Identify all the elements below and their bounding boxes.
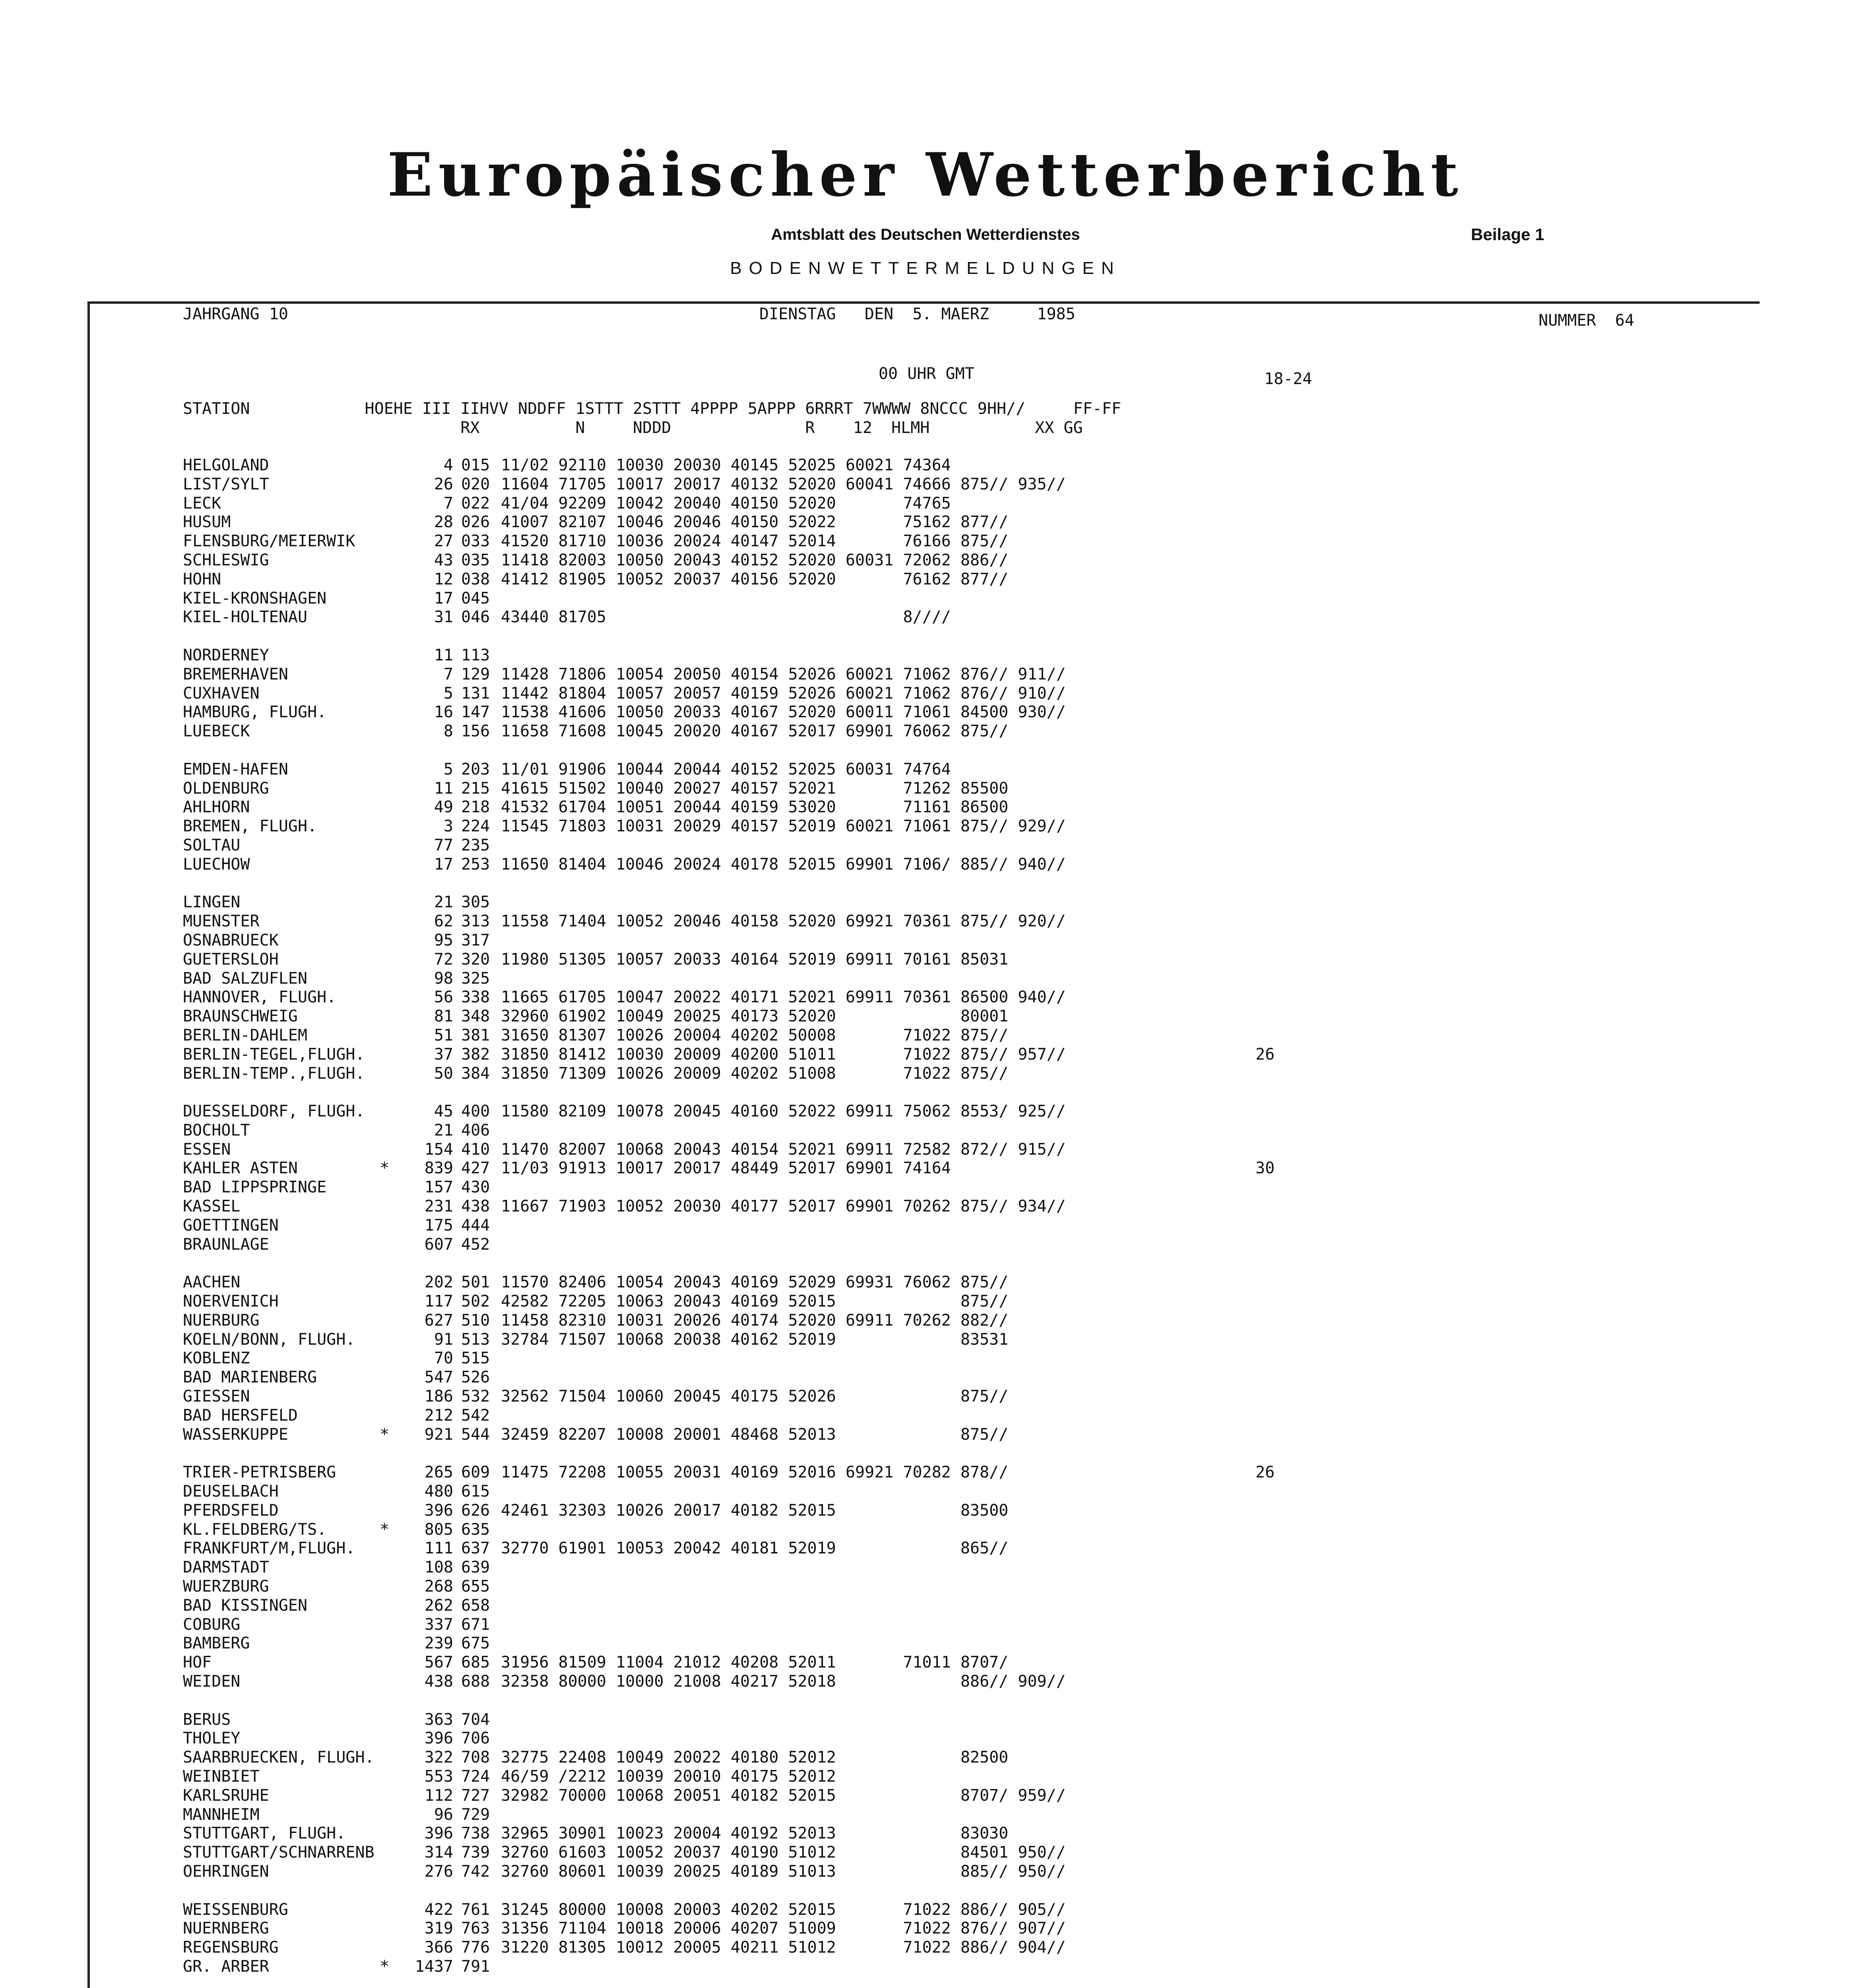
- station-height: 5: [443, 760, 453, 779]
- station-height: 43: [434, 551, 453, 569]
- observation-groups: 11665 61705 10047 20022 40171 52021 69911 70361 86500 940//: [501, 988, 1066, 1007]
- station-name: BERLIN-TEGEL,FLUGH.: [183, 1045, 365, 1064]
- station-name: CUXHAVEN: [183, 684, 260, 703]
- station-height: 262: [424, 1596, 453, 1615]
- station-height: 212: [424, 1406, 453, 1425]
- station-name: HELGOLAND: [183, 456, 269, 474]
- station-index: 384: [461, 1064, 490, 1083]
- station-index: 430: [461, 1178, 490, 1197]
- station-height: 26: [434, 475, 453, 493]
- observation-groups: 11428 71806 10054 20050 40154 52026 60021 71062 876// 911//: [501, 665, 1066, 683]
- station-height: 396: [424, 1501, 453, 1520]
- station-name: BAD HERSFELD: [183, 1406, 298, 1425]
- station-index: 639: [461, 1558, 490, 1577]
- observation-groups: 31850 71309 10026 20009 40202 51008 71022 875//: [501, 1064, 1009, 1083]
- station-height: 27: [434, 532, 453, 551]
- observation-groups: 32982 70000 10068 20051 40182 52015 8707/ 959//: [501, 1786, 1066, 1805]
- station-index: 729: [461, 1805, 490, 1824]
- station-index: 706: [461, 1729, 490, 1748]
- observation-groups: 11475 72208 10055 20031 40169 52016 69921 70282 878//: [501, 1463, 1009, 1482]
- station-name: HUSUM: [183, 513, 231, 532]
- observation-groups: 32760 80601 10039 20025 40189 51013 885// 950//: [501, 1862, 1066, 1881]
- observation-groups: 42461 32303 10026 20017 40182 52015 83500: [501, 1501, 1009, 1520]
- station-height: 51: [434, 1026, 453, 1044]
- station-index: 400: [461, 1102, 490, 1121]
- station-height: 108: [424, 1558, 453, 1577]
- station-name: STUTTGART/SCHNARRENB: [183, 1843, 374, 1862]
- observation-groups: 11570 82406 10054 20043 40169 52029 69931 76062 875//: [501, 1273, 1009, 1292]
- station-height: 11: [434, 779, 453, 798]
- document-title: Europäischer Wetterbericht: [387, 140, 1464, 210]
- station-height: 921: [424, 1425, 453, 1444]
- station-index: 305: [461, 893, 490, 912]
- observation-groups: 11418 82003 10050 20043 40152 52020 60031 72062 886//: [501, 551, 1009, 569]
- station-name: NORDERNEY: [183, 646, 269, 664]
- station-index: 615: [461, 1482, 490, 1501]
- station-index: 381: [461, 1026, 490, 1044]
- observation-groups: 41532 61704 10051 20044 40159 53020 71161 86500: [501, 798, 1009, 817]
- station-height: 77: [434, 836, 453, 854]
- station-height: 28: [434, 513, 453, 532]
- station-height: 95: [434, 931, 453, 949]
- station-index: 526: [461, 1368, 490, 1387]
- station-height: 112: [424, 1786, 453, 1805]
- station-index: 444: [461, 1216, 490, 1235]
- observation-groups: 32562 71504 10060 20045 40175 52026 875//: [501, 1387, 1009, 1406]
- station-name: BAD LIPPSPRINGE: [183, 1178, 327, 1197]
- station-index: 113: [461, 646, 490, 664]
- station-height: 319: [424, 1919, 453, 1938]
- station-index: 532: [461, 1387, 490, 1406]
- observation-groups: 43440 81705 8////: [501, 608, 951, 627]
- station-name: HOF: [183, 1653, 212, 1672]
- station-index: 609: [461, 1463, 490, 1482]
- station-height: 839: [424, 1159, 453, 1178]
- station-index: 739: [461, 1843, 490, 1862]
- station-name: REGENSBURG: [183, 1938, 279, 1957]
- station-name: BERUS: [183, 1710, 231, 1729]
- observation-groups: 11980 51305 10057 20033 40164 52019 69911 70161 85031: [501, 950, 1009, 969]
- station-index: 033: [461, 532, 490, 551]
- station-name: BREMERHAVEN: [183, 665, 288, 683]
- station-name: HANNOVER, FLUGH.: [183, 988, 336, 1007]
- station-height: 21: [434, 1121, 453, 1140]
- station-height: 175: [424, 1216, 453, 1235]
- observation-groups: 11/01 91906 10044 20044 40152 52025 60031 74764: [501, 760, 951, 779]
- station-name: KOELN/BONN, FLUGH.: [183, 1330, 355, 1349]
- mountain-marker: *: [380, 1159, 390, 1178]
- observation-groups: 11545 71803 10031 20029 40157 52019 60021 71061 875// 929//: [501, 817, 1066, 836]
- station-height: 607: [424, 1235, 453, 1254]
- station-name: HOHN: [183, 570, 221, 588]
- station-name: COBURG: [183, 1615, 241, 1634]
- station-name: KIEL-HOLTENAU: [183, 608, 308, 627]
- station-name: EMDEN-HAFEN: [183, 760, 288, 779]
- station-index: 452: [461, 1235, 490, 1254]
- station-name: MUENSTER: [183, 912, 260, 931]
- station-height: 186: [424, 1387, 453, 1406]
- station-name: DEUSELBACH: [183, 1482, 279, 1501]
- column-header-line-1: STATION HOEHE III IIHVV NDDFF 1STTT 2STTT 4PPPP 5APPP 6RRRT 7WWWW 8NCCC 9HH// FF-FF: [183, 400, 1121, 418]
- station-height: 81: [434, 1007, 453, 1026]
- station-height: 547: [424, 1368, 453, 1387]
- station-index: 427: [461, 1159, 490, 1178]
- station-name: BRAUNSCHWEIG: [183, 1007, 298, 1026]
- station-name: LUECHOW: [183, 855, 250, 874]
- station-height: 154: [424, 1140, 453, 1159]
- observation-groups: 42582 72205 10063 20043 40169 52015 875//: [501, 1292, 1009, 1311]
- station-index: 727: [461, 1786, 490, 1805]
- station-height: 363: [424, 1710, 453, 1729]
- station-name: SOLTAU: [183, 836, 241, 854]
- station-name: LUEBECK: [183, 722, 250, 741]
- station-index: 742: [461, 1862, 490, 1881]
- observation-groups: 31245 80000 10008 20003 40202 52015 71022 886// 905//: [501, 1900, 1066, 1919]
- observation-groups: 41520 81710 10036 20024 40147 52014 76166 875//: [501, 532, 1009, 551]
- station-name: NOERVENICH: [183, 1292, 279, 1311]
- station-height: 91: [434, 1330, 453, 1349]
- station-height: 50: [434, 1064, 453, 1083]
- station-index: 510: [461, 1311, 490, 1330]
- station-index: 708: [461, 1748, 490, 1767]
- observation-groups: 46/59 /2212 10039 20010 40175 52012: [501, 1767, 836, 1786]
- station-name: KARLSRUHE: [183, 1786, 269, 1805]
- station-name: DARMSTADT: [183, 1558, 269, 1577]
- wind-gusts: 30: [1255, 1159, 1275, 1178]
- observation-groups: 32965 30901 10023 20004 40192 52013 83030: [501, 1824, 1009, 1843]
- station-height: 396: [424, 1729, 453, 1748]
- station-index: 035: [461, 551, 490, 569]
- station-index: 502: [461, 1292, 490, 1311]
- station-height: 111: [424, 1539, 453, 1558]
- issue-number: NUMMER 64: [1539, 311, 1634, 330]
- station-height: 480: [424, 1482, 453, 1501]
- station-height: 396: [424, 1824, 453, 1843]
- station-name: OLDENBURG: [183, 779, 269, 798]
- station-name: BOCHOLT: [183, 1121, 250, 1140]
- station-name: WUERZBURG: [183, 1577, 269, 1596]
- station-height: 21: [434, 893, 453, 912]
- station-name: NUERBURG: [183, 1311, 260, 1330]
- station-name: WEINBIET: [183, 1767, 260, 1786]
- station-height: 11: [434, 646, 453, 664]
- station-index: 513: [461, 1330, 490, 1349]
- station-index: 382: [461, 1045, 490, 1064]
- observation-groups: 11442 81804 10057 20057 40159 52026 60021 71062 876// 910//: [501, 684, 1066, 703]
- station-name: BRAUNLAGE: [183, 1235, 269, 1254]
- station-index: 015: [461, 456, 490, 474]
- station-index: 542: [461, 1406, 490, 1425]
- station-height: 239: [424, 1634, 453, 1653]
- station-height: 98: [434, 969, 453, 988]
- station-name: WEISSENBURG: [183, 1900, 288, 1919]
- observation-groups: 31356 71104 10018 20006 40207 51009 71022 876// 907//: [501, 1919, 1066, 1938]
- observation-groups: 11470 82007 10068 20043 40154 52021 69911 72582 872// 915//: [501, 1140, 1066, 1159]
- station-index: 704: [461, 1710, 490, 1729]
- station-height: 627: [424, 1311, 453, 1330]
- station-index: 038: [461, 570, 490, 588]
- station-height: 7: [443, 494, 453, 513]
- station-height: 37: [434, 1045, 453, 1064]
- station-index: 215: [461, 779, 490, 798]
- station-height: 72: [434, 950, 453, 969]
- observation-groups: 41/04 92209 10042 20040 40150 52020 74765: [501, 494, 951, 513]
- station-height: 16: [434, 703, 453, 722]
- station-index: 724: [461, 1767, 490, 1786]
- station-name: NUERNBERG: [183, 1919, 269, 1938]
- station-index: 761: [461, 1900, 490, 1919]
- observation-groups: 11/02 92110 10030 20030 40145 52025 60021 74364: [501, 456, 951, 474]
- column-header-line-2: RX N NDDD R 12 HLMH XX GG: [183, 419, 1083, 437]
- station-index: 022: [461, 494, 490, 513]
- station-name: BAD MARIENBERG: [183, 1368, 317, 1387]
- observation-groups: 32760 61603 10052 20037 40190 51012 84501 950//: [501, 1843, 1066, 1862]
- station-index: 045: [461, 589, 490, 608]
- station-index: 218: [461, 798, 490, 817]
- station-name: OSNABRUECK: [183, 931, 279, 949]
- station-height: 202: [424, 1273, 453, 1292]
- station-index: 338: [461, 988, 490, 1007]
- observation-groups: 31650 81307 10026 20004 40202 50008 71022 875//: [501, 1026, 1009, 1044]
- station-name: FRANKFURT/M,FLUGH.: [183, 1539, 355, 1558]
- station-height: 157: [424, 1178, 453, 1197]
- station-index: 406: [461, 1121, 490, 1140]
- station-index: 658: [461, 1596, 490, 1615]
- station-index: 020: [461, 475, 490, 493]
- station-name: WEIDEN: [183, 1672, 241, 1691]
- station-name: ESSEN: [183, 1140, 231, 1159]
- station-height: 265: [424, 1463, 453, 1482]
- station-height: 49: [434, 798, 453, 817]
- station-index: 776: [461, 1938, 490, 1957]
- time-range: 18-24: [1264, 370, 1312, 388]
- observation-groups: 41007 82107 10046 20046 40150 52022 75162 877//: [501, 513, 1009, 532]
- station-index: 501: [461, 1273, 490, 1292]
- station-index: 410: [461, 1140, 490, 1159]
- station-name: SAARBRUECKEN, FLUGH.: [183, 1748, 374, 1767]
- station-height: 422: [424, 1900, 453, 1919]
- station-name: TRIER-PETRISBERG: [183, 1463, 336, 1482]
- station-name: LECK: [183, 494, 221, 513]
- observation-groups: 32784 71507 10068 20038 40162 52019 83531: [501, 1330, 1009, 1349]
- station-name: BERLIN-DAHLEM: [183, 1026, 308, 1044]
- station-height: 337: [424, 1615, 453, 1634]
- station-name: DUESSELDORF, FLUGH.: [183, 1102, 365, 1121]
- station-height: 567: [424, 1653, 453, 1672]
- station-name: HAMBURG, FLUGH.: [183, 703, 327, 722]
- station-index: 147: [461, 703, 490, 722]
- station-index: 156: [461, 722, 490, 741]
- station-name: FLENSBURG/MEIERWIK: [183, 532, 355, 551]
- station-index: 688: [461, 1672, 490, 1691]
- station-index: 544: [461, 1425, 490, 1444]
- station-index: 655: [461, 1577, 490, 1596]
- station-height: 31: [434, 608, 453, 627]
- observation-groups: 31220 81305 10012 20005 40211 51012 71022 886// 904//: [501, 1938, 1066, 1957]
- mountain-marker: *: [380, 1520, 390, 1539]
- station-height: 12: [434, 570, 453, 588]
- station-index: 738: [461, 1824, 490, 1843]
- station-height: 4: [443, 456, 453, 474]
- wind-gusts: 26: [1255, 1045, 1275, 1064]
- station-height: 3: [443, 817, 453, 836]
- station-height: 17: [434, 855, 453, 874]
- station-index: 348: [461, 1007, 490, 1026]
- station-index: 317: [461, 931, 490, 949]
- station-name: THOLEY: [183, 1729, 241, 1748]
- station-name: KL.FELDBERG/TS.: [183, 1520, 327, 1539]
- observation-groups: 11580 82109 10078 20045 40160 52022 69911 75062 8553/ 925//: [501, 1102, 1066, 1121]
- station-name: GOETTINGEN: [183, 1216, 279, 1235]
- station-height: 56: [434, 988, 453, 1007]
- station-name: BAD SALZUFLEN: [183, 969, 308, 988]
- station-height: 322: [424, 1748, 453, 1767]
- observation-groups: 11558 71404 10052 20046 40158 52020 69921 70361 875// 920//: [501, 912, 1066, 931]
- observation-groups: 11/03 91913 10017 20017 48449 52017 69901 74164: [501, 1159, 951, 1178]
- observation-groups: 11667 71903 10052 20030 40177 52017 69901 70262 875// 934//: [501, 1197, 1066, 1216]
- station-height: 438: [424, 1672, 453, 1691]
- station-index: 791: [461, 1957, 490, 1976]
- observation-groups: 31956 81509 11004 21012 40208 52011 71011 8707/: [501, 1653, 1009, 1672]
- observation-groups: 32459 82207 10008 20001 48468 52013 875//: [501, 1425, 1009, 1444]
- station-name: KASSEL: [183, 1197, 241, 1216]
- station-index: 763: [461, 1919, 490, 1938]
- station-name: WASSERKUPPE: [183, 1425, 288, 1444]
- station-height: 7: [443, 665, 453, 683]
- station-name: OEHRINGEN: [183, 1862, 269, 1881]
- station-height: 117: [424, 1292, 453, 1311]
- station-height: 5: [443, 684, 453, 703]
- jahrgang: JAHRGANG 10: [183, 305, 288, 323]
- observation-groups: 31850 81412 10030 20009 40200 51011 71022 875// 957//: [501, 1045, 1066, 1064]
- station-index: 675: [461, 1634, 490, 1653]
- section-title: BODENWETTERMELDUNGEN: [730, 258, 1121, 278]
- station-index: 685: [461, 1653, 490, 1672]
- station-index: 026: [461, 513, 490, 532]
- beilage-label: Beilage 1: [1471, 225, 1544, 244]
- station-height: 314: [424, 1843, 453, 1862]
- document-subtitle: Amtsblatt des Deutschen Wetterdienstes: [771, 226, 1080, 243]
- station-name: GIESSEN: [183, 1387, 250, 1406]
- station-index: 224: [461, 817, 490, 836]
- observation-groups: 11538 41606 10050 20033 40167 52020 60011 71061 84500 930//: [501, 703, 1066, 722]
- station-index: 253: [461, 855, 490, 874]
- station-index: 235: [461, 836, 490, 854]
- station-name: STUTTGART, FLUGH.: [183, 1824, 346, 1843]
- station-height: 231: [424, 1197, 453, 1216]
- station-height: 45: [434, 1102, 453, 1121]
- station-name: LINGEN: [183, 893, 241, 912]
- station-name: MANNHEIM: [183, 1805, 260, 1824]
- observation-groups: 32775 22408 10049 20022 40180 52012 82500: [501, 1748, 1009, 1767]
- station-name: BAD KISSINGEN: [183, 1596, 308, 1615]
- observation-groups: 11650 81404 10046 20024 40178 52015 69901 7106/ 885// 940//: [501, 855, 1066, 874]
- station-name: KAHLER ASTEN: [183, 1159, 298, 1178]
- station-height: 268: [424, 1577, 453, 1596]
- station-height: 96: [434, 1805, 453, 1824]
- station-height: 8: [443, 722, 453, 741]
- observation-groups: 41615 51502 10040 20027 40157 52021 71262 85500: [501, 779, 1009, 798]
- station-name: BERLIN-TEMP.,FLUGH.: [183, 1064, 365, 1083]
- station-index: 313: [461, 912, 490, 931]
- station-index: 325: [461, 969, 490, 988]
- station-index: 131: [461, 684, 490, 703]
- observation-time: 00 UHR GMT: [879, 365, 974, 383]
- station-name: GUETERSLOH: [183, 950, 279, 969]
- station-height: 62: [434, 912, 453, 931]
- observation-groups: 32960 61902 10049 20025 40173 52020 80001: [501, 1007, 1009, 1026]
- station-index: 046: [461, 608, 490, 627]
- station-index: 129: [461, 665, 490, 683]
- station-height: 366: [424, 1938, 453, 1957]
- station-index: 438: [461, 1197, 490, 1216]
- station-name: AACHEN: [183, 1273, 241, 1292]
- observation-groups: 32770 61901 10053 20042 40181 52019 865//: [501, 1539, 1009, 1558]
- station-index: 671: [461, 1615, 490, 1634]
- wind-gusts: 26: [1255, 1463, 1275, 1482]
- station-name: PFERDSFELD: [183, 1501, 279, 1520]
- mountain-marker: *: [380, 1425, 390, 1444]
- station-name: AHLHORN: [183, 798, 250, 817]
- station-index: 637: [461, 1539, 490, 1558]
- station-height: 553: [424, 1767, 453, 1786]
- observation-groups: 32358 80000 10000 21008 40217 52018 886// 909//: [501, 1672, 1066, 1691]
- station-name: GR. ARBER: [183, 1957, 269, 1976]
- station-height: 70: [434, 1349, 453, 1368]
- station-index: 635: [461, 1520, 490, 1539]
- observation-groups: 11604 71705 10017 20017 40132 52020 60041 74666 875// 935//: [501, 475, 1066, 493]
- observation-groups: 41412 81905 10052 20037 40156 52020 76162 877//: [501, 570, 1009, 588]
- station-index: 203: [461, 760, 490, 779]
- station-name: KIEL-KRONSHAGEN: [183, 589, 327, 608]
- station-height: 17: [434, 589, 453, 608]
- station-name: KOBLENZ: [183, 1349, 250, 1368]
- station-name: BAMBERG: [183, 1634, 250, 1653]
- station-index: 320: [461, 950, 490, 969]
- observation-groups: 11658 71608 10045 20020 40167 52017 69901 76062 875//: [501, 722, 1009, 741]
- station-height: 276: [424, 1862, 453, 1881]
- station-height: 805: [424, 1520, 453, 1539]
- mountain-marker: *: [380, 1957, 390, 1976]
- observation-groups: 11458 82310 10031 20026 40174 52020 69911 70262 882//: [501, 1311, 1009, 1330]
- station-name: LIST/SYLT: [183, 475, 269, 493]
- station-name: BREMEN, FLUGH.: [183, 817, 317, 836]
- station-index: 515: [461, 1349, 490, 1368]
- station-height: 1437: [415, 1957, 453, 1976]
- report-date: DIENSTAG DEN 5. MAERZ 1985: [759, 305, 1075, 323]
- station-name: SCHLESWIG: [183, 551, 269, 569]
- station-index: 626: [461, 1501, 490, 1520]
